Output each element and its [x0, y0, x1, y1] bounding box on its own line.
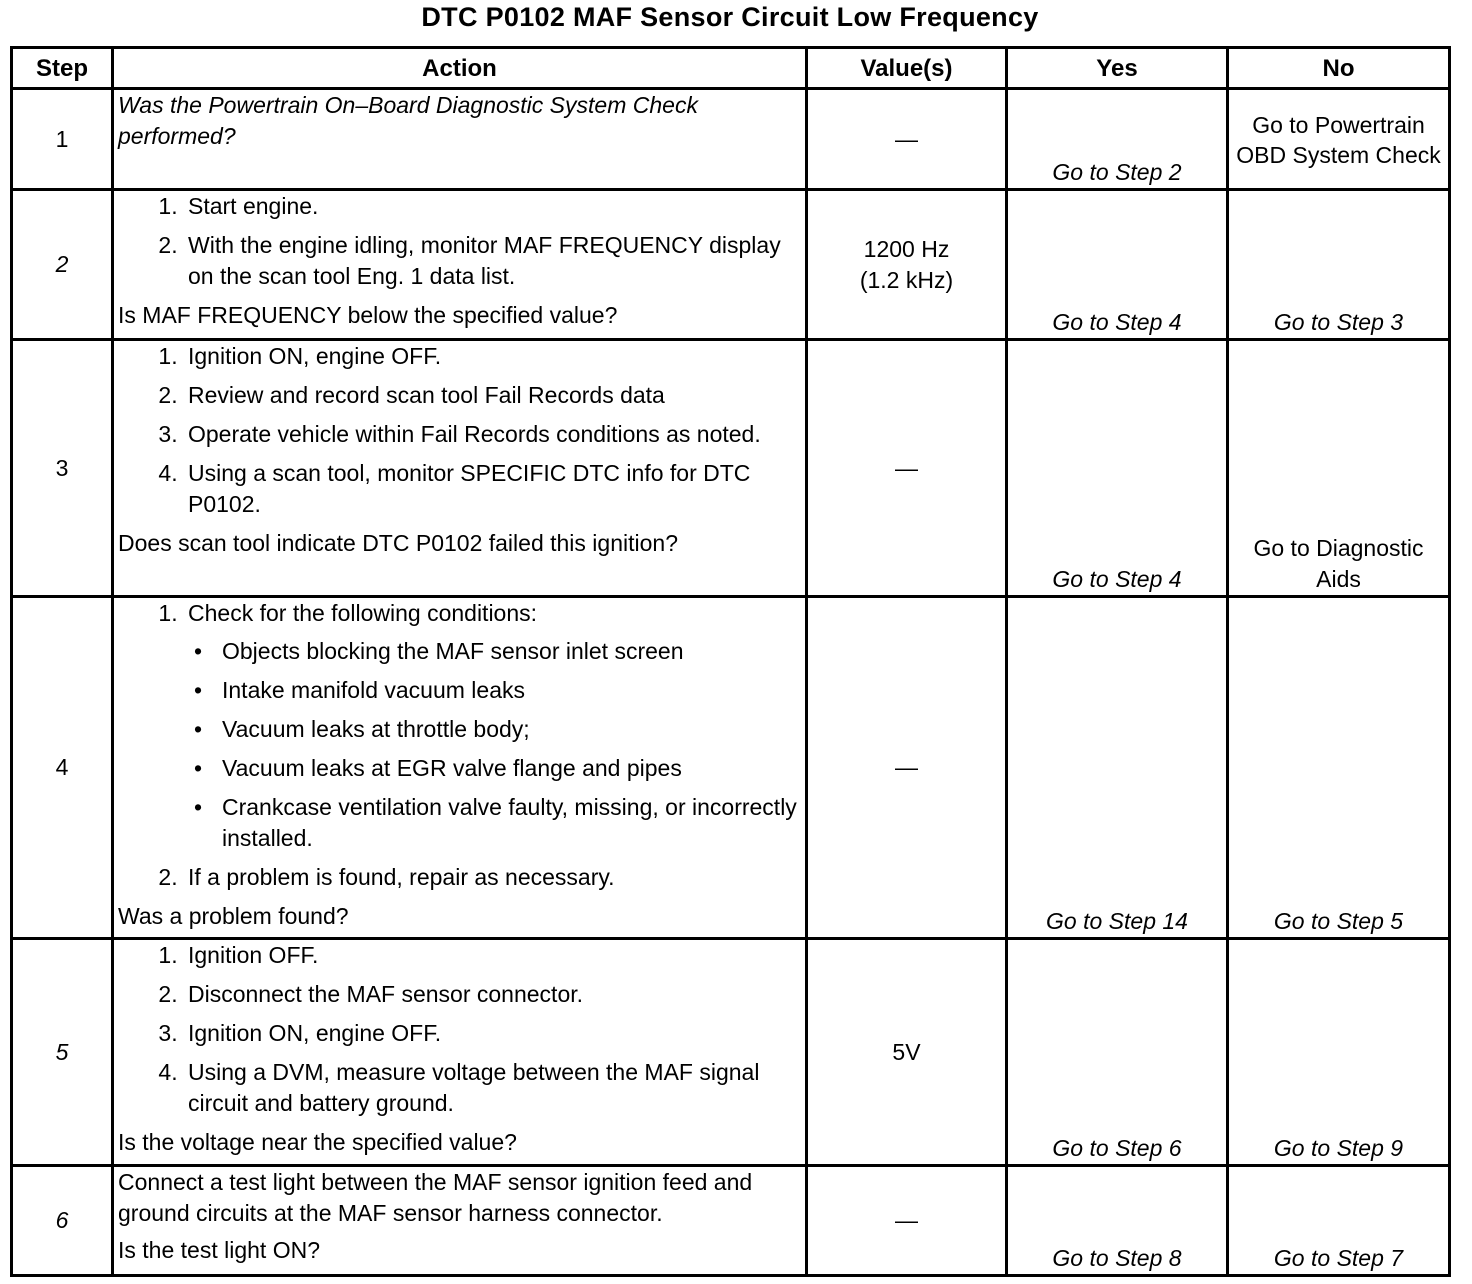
step-number: 3	[12, 340, 113, 597]
value-line: (1.2 kHz)	[859, 266, 954, 293]
action-step: 3. Ignition ON, engine OFF.	[184, 1018, 801, 1049]
header-step: Step	[12, 48, 113, 89]
action-step: 2. If a problem is found, repair as necessary.	[184, 862, 801, 893]
step-number: 4	[12, 597, 113, 939]
header-action: Action	[113, 48, 807, 89]
no-cell: Go to Powertrain OBD System Check	[1228, 89, 1450, 190]
yes-cell: Go to Step 4	[1007, 340, 1228, 597]
header-yes: Yes	[1007, 48, 1228, 89]
yes-cell: Go to Step 2	[1007, 89, 1228, 190]
action-step: 2. Review and record scan tool Fail Records data	[184, 380, 801, 411]
value-cell: —	[807, 340, 1007, 597]
step-number: 6	[12, 1166, 113, 1276]
step-number: 1	[12, 89, 113, 190]
no-cell: Go to Step 3	[1228, 190, 1450, 340]
no-cell: Go to Step 7	[1228, 1166, 1450, 1276]
action-question: Is the test light ON?	[118, 1237, 320, 1263]
action-cell	[113, 597, 807, 939]
condition-item: • Objects blocking the MAF sensor inlet screen	[218, 636, 801, 667]
action-cell	[113, 190, 807, 340]
condition-list	[188, 636, 801, 854]
action-cell	[113, 89, 807, 190]
step-number: 5	[12, 939, 113, 1166]
action-question: Was a problem found?	[118, 903, 349, 929]
page-title: DTC P0102 MAF Sensor Circuit Low Frequency	[421, 2, 1039, 32]
action-step: 1. Start engine.	[184, 191, 801, 222]
value-cell: —	[807, 597, 1007, 939]
table-row	[12, 190, 1450, 340]
yes-cell: Go to Step 4	[1007, 190, 1228, 340]
action-step: 2. With the engine idling, monitor MAF FREQUENCY display on the scan tool Eng. 1 data list.	[184, 230, 801, 292]
action-step-text: Check for the following conditions:	[188, 600, 538, 626]
step-number: 2	[12, 190, 113, 340]
table-row	[12, 1166, 1450, 1276]
action-step: 1. Ignition ON, engine OFF.	[184, 341, 801, 372]
action-question: Is the voltage near the specified value?	[118, 1129, 517, 1155]
no-cell: Go to Step 5	[1228, 597, 1450, 939]
header-value: Value(s)	[807, 48, 1007, 89]
action-steps	[118, 341, 801, 520]
no-cell: Go to Step 9	[1228, 939, 1450, 1166]
yes-cell: Go to Step 8	[1007, 1166, 1228, 1276]
action-step: 1. Ignition OFF.	[184, 940, 801, 971]
action-step: 2. Disconnect the MAF sensor connector.	[184, 979, 801, 1010]
action-question: Is MAF FREQUENCY below the specified value?	[118, 302, 618, 328]
action-steps	[118, 191, 801, 292]
action-step	[184, 598, 801, 854]
action-cell	[113, 340, 807, 597]
value-line: 1200 Hz	[863, 235, 950, 262]
condition-item: • Intake manifold vacuum leaks	[218, 675, 801, 706]
condition-item: • Vacuum leaks at EGR valve flange and pipes	[218, 753, 801, 784]
action-step: 4. Using a DVM, measure voltage between the MAF signal circuit and battery ground.	[184, 1057, 801, 1119]
diagnostic-table	[10, 46, 1451, 1277]
action-steps	[118, 598, 801, 893]
action-question: Does scan tool indicate DTC P0102 failed this ignition?	[118, 530, 678, 556]
value-cell	[807, 190, 1007, 340]
table-header-row	[12, 48, 1450, 89]
header-no: No	[1228, 48, 1450, 89]
no-cell: Go to Diagnostic Aids	[1228, 340, 1450, 597]
condition-item: • Vacuum leaks at throttle body;	[218, 714, 801, 745]
condition-item: • Crankcase ventilation valve faulty, missing, or incorrectly installed.	[218, 792, 801, 854]
yes-cell: Go to Step 6	[1007, 939, 1228, 1166]
value-cell: —	[807, 89, 1007, 190]
table-row	[12, 939, 1450, 1166]
action-cell	[113, 939, 807, 1166]
value-cell: —	[807, 1166, 1007, 1276]
action-question: Was the Powertrain On–Board Diagnostic System Check performed?	[118, 92, 698, 149]
action-steps	[118, 940, 801, 1119]
yes-cell: Go to Step 14	[1007, 597, 1228, 939]
table-row	[12, 89, 1450, 190]
table-row	[12, 340, 1450, 597]
action-cell	[113, 1166, 807, 1276]
action-step: 3. Operate vehicle within Fail Records conditions as noted.	[184, 419, 801, 450]
action-text: Connect a test light between the MAF sensor ignition feed and ground circuits at the MAF sensor harness connector.	[118, 1169, 753, 1226]
action-step: 4. Using a scan tool, monitor SPECIFIC DTC info for DTC P0102.	[184, 458, 801, 520]
table-row	[12, 597, 1450, 939]
value-cell: 5V	[807, 939, 1007, 1166]
